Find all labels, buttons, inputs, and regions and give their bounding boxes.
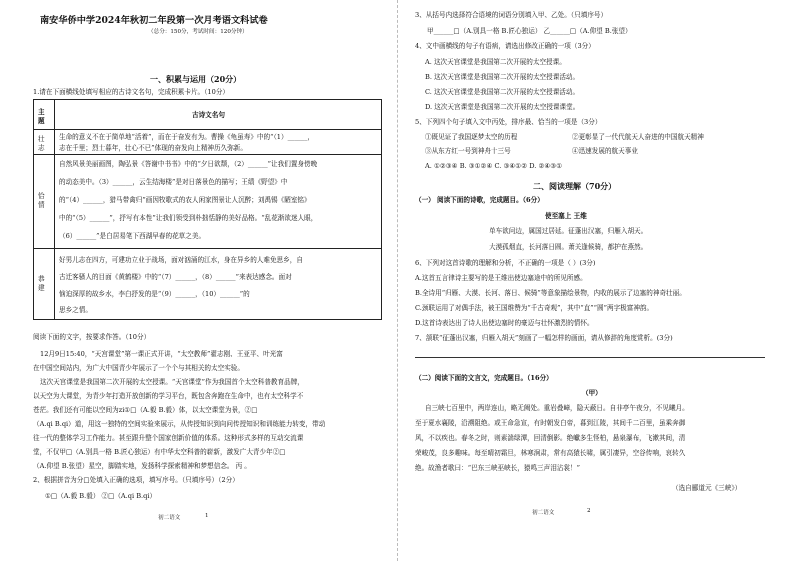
classical-text-line: 自三峡七百里中，两岸连山，略无阙处。重岩叠嶂，隐天蔽日。自非亭午夜分，不见曦月。 (425, 404, 689, 412)
row2-line: （6）______”是白居易笔下西湖早春的花草之美。 (59, 232, 206, 240)
part2-prompt: （二）阅读下面的文言文，完成题目。（16分） (415, 374, 553, 382)
classical-text-line: 绝。故渔者歌曰：“巴东三峡巫峡长，猿鸣三声泪沾裳！” (415, 464, 580, 472)
q1-prompt: 1.请在下面横线处填写相应的古诗文名句，完成积累卡片。（10分） (33, 88, 230, 96)
footer-page-number: 1 (205, 513, 209, 519)
footer-page-number: 2 (587, 508, 591, 514)
q4-option-c: C. 这次天宫课堂是我国第二次开展的太空授课活动。 (425, 88, 580, 96)
q5-choices: A. ①②③④ B. ③①②④ C. ③④①② D. ②④③① (425, 162, 563, 170)
exam-title: 南安华侨中学2024年秋初二年段第一次月考语文科试卷 (40, 15, 268, 26)
q5-sentence: ④迅速发展的航天事业 (572, 147, 638, 155)
passage-line: （A.qi B.qi）道，用这一独特的空间实验来展示，从传授知识到向问传授知识和训练能力转变，带动 (33, 420, 326, 428)
classical-text-line: 至于夏水襄陵，沿溯阻绝。或王命急宣，有时朝发白帝，暮到江陵，其间千二百里，虽乘奔御 (415, 419, 686, 427)
footer-label: 初二语文 (532, 510, 555, 516)
exam-subtitle: （总分：150分，考试时间：120分钟） (148, 29, 248, 35)
classical-text-line: 风，不以疾也。春冬之时，则素湍绿潭，回清倒影。绝巘多生怪柏，悬泉瀑布，飞漱其间，清 (415, 434, 686, 442)
q2-options: ①□（A.毅 B.毅） ②□（A.qi B.qi） (45, 492, 157, 500)
passage-line: 在中国空间站内，为广大中国青少年展示了一个个与其相关的太空实验。 (33, 364, 244, 372)
row2-line: 中的“（5）______”，抒写有本性”让我们领受到朴拙恬静的美好品格。“乱花渐欲迷人眼， (59, 214, 318, 222)
q5-sentence: ①既见证了我国逐梦太空的历程 (425, 133, 518, 141)
row3-topic: 恭建 (38, 275, 45, 292)
row1-line: 生命的意义不在于简单地“活着”，而在于奋发有为。曹操《龟虽寿》中的“（1）______， (59, 133, 314, 141)
read-prompt: 阅读下面的文字，按要求作答。（10分） (33, 333, 151, 341)
q5-sentence: ③从东方红一号到神舟十三号 (425, 147, 511, 155)
poem-line: 大漠孤烟直，长河落日圆。萧关逢候骑，都护在燕然。 (489, 243, 648, 251)
part1-prompt: 阅读下面的诗歌，完成题目。（6分） (437, 196, 544, 204)
source-citation: （选自郦道元《三峡》） (672, 484, 742, 492)
q4-prompt: 4、文中画横线的句子有语病，请选出修改正确的一项（3分） (415, 42, 595, 50)
q4-option-d: D. 这次天宫课堂是我国第二次开展的太空授课课堂。 (425, 103, 580, 111)
table-head-topic: 主题 (38, 108, 45, 125)
row1-topic: 壮志 (38, 135, 45, 152)
q4-option-b: B. 这次天宫课堂是我国第二次开展的太空授课活动。 (425, 73, 580, 81)
row2-line: 的动态美中。（3）______，云生结海楼”是对日落景色的描写；王绩《野望》中 (59, 178, 288, 186)
poem-title: 使至塞上 王维 (545, 212, 587, 220)
part1-label: （一） (415, 196, 435, 204)
q3-prompt: 3、从括号内选择符合语境的词语分别填入甲、乙处。（只填序号） (415, 11, 608, 19)
q3-options: 甲______□（A.别具一格 B.匠心独运） 乙______□（A.仰望 B.张望） (427, 27, 632, 35)
part2-jia: （甲） (582, 389, 602, 397)
passage-line: 以天空为大课堂，为青少年打造开放创新的学习平台，既包含奔跑在生命中，也有太空科学不 (33, 392, 304, 400)
section2-heading: 二、阅读理解（70分） (533, 181, 617, 191)
table-head-lines: 古诗文名句 (192, 111, 225, 119)
q6-prompt: 6、下列对这首诗歌的理解和分析，不正确的一项是（ ）(3分) (415, 259, 596, 267)
row2-line: 的“（4）______，猎马带禽归”画因牧歌式的农人闲家图景让人沉醉；刘禹锡《陋室铭》 (59, 196, 311, 204)
row3-line: 恼迫深厚的故乡水，李白抒发的是“（9）______，（10）______”的 (59, 290, 250, 298)
passage-line: 往一代的整体学习工作能力。甚至跟升整个国家创新价值的体系。这种形式多样的互动交流课 (33, 434, 304, 442)
passage-line: 这次天宫课堂是我国第二次开展的太空授课。“天宫课堂”作为我国首个太空科普教育品牌， (40, 378, 304, 386)
q7-prompt: 7、颔联“征蓬出汉塞，归雁入胡天”刻画了一幅怎样的画面，请从修辞的角度赏析。(3分) (415, 334, 673, 342)
q6-option-a: A.这首五言律诗主要写的是王维出使边塞途中的所见所感。 (415, 274, 587, 282)
q5-prompt: 5、下列四个句子填入文中丙处，排序最、恰当的一项是（3分） (415, 118, 602, 126)
passage-line: 苍茫。我们还有可能以空间为zi①□（A.毅 B.毅）体，以太空课堂为景，②□ (33, 406, 258, 414)
section1-heading: 一、积累与运用（20分） (150, 74, 242, 84)
classical-text-line: 荣峻茂，良多趣味。每至晴初霜旦，林寒涧肃，常有高猿长啸，属引凄异，空谷传响，哀转久 (415, 449, 686, 457)
row3-line: 古迁客骚人的目面《黄鹤楼》中的“（7）______，（8）______”来表达感念。面对 (59, 273, 292, 281)
q6-option-c: C.颈联运用了对偶手法，被王国维赞为“千古奇观”，其中“直”“圆”两字极富神韵。 (415, 304, 654, 312)
row2-topic: 恰情 (38, 192, 45, 209)
q6-option-b: B.全诗用“归雁、大漠、长河、落日、候骑”等意象描绘景物，内收的展示了边塞的神奇壮丽。 (415, 289, 686, 297)
accumulation-table (33, 99, 382, 320)
passage-line: 12月9日15:40，“天宫课堂”第一课正式开讲，“太空教师”翟志刚、王亚平、叶光富 (40, 350, 283, 358)
row3-line: 好男儿志在四方，可建功立业于战场，面对汹涌的江水，身在异乡的人难免思乡，自 (59, 256, 303, 264)
q5-sentence: ②更彰显了一代代航天人奋进的中国航天精神 (572, 133, 704, 141)
right-page (397, 0, 794, 561)
q2-prompt: 2、根据拼音为分□处填入正确的选项，填写序号。（只填序号）（2分） (33, 476, 239, 484)
passage-line: 堂，不仅甲□（A.别具一格 B.匠心独运）有中华太空科普的崭新，激发广大青少年②□ (33, 448, 286, 456)
footer-label: 初二语文 (158, 515, 181, 521)
row2-line: 自然风景美丽画图，陶弘景《答谢中书书》中的“夕日欲颓，（2）______”让我们置身傍晚 (59, 160, 318, 168)
answer-line (415, 357, 765, 358)
row3-line: 思乡之情。 (59, 306, 92, 314)
poem-line: 单车欲问边，属国过居延。征蓬出汉塞，归雁入胡天。 (489, 227, 648, 235)
q4-option-a: A. 这次天宫课堂是我国第二次开展的太空授课。 (425, 58, 566, 66)
row1-line: 志在千里；烈士暮年，壮心不已”体现的奋发向上精神历久弥新。 (59, 144, 247, 152)
q6-option-d: D.这首诗表达出了诗人出使边塞时的豪迈与壮怀激烈的情怀。 (415, 319, 594, 327)
passage-line: （A.仰望 B.张望）星空，脚踏实地，发扬科学探索精神和梦想信念。 丙 。 (33, 462, 251, 470)
